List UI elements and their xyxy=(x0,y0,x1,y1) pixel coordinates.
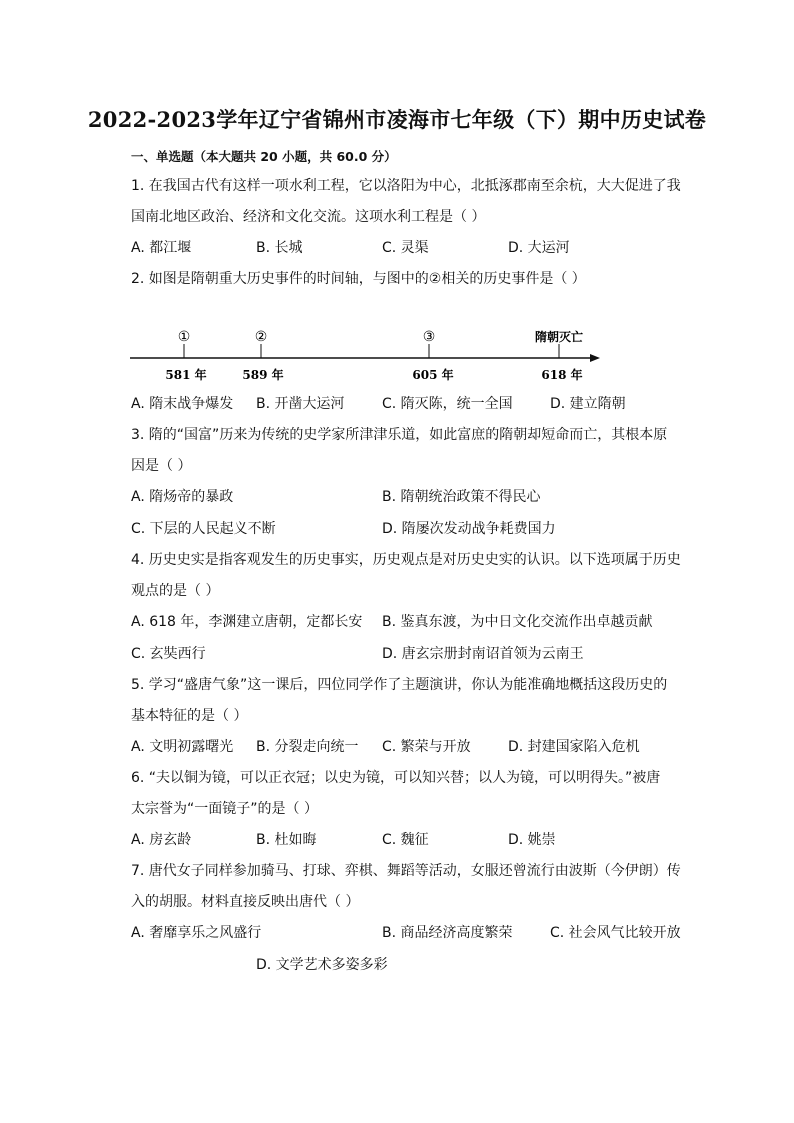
q4-option-b: B. 鉴真东渡，为中日文化交流作出卓越贡献 xyxy=(382,614,653,630)
question-3-line-1: 3. 隋的“国富”历来为传统的史学家所津津乐道，如此富庶的隋朝却短命而亡，其根本原 xyxy=(131,427,668,443)
q6-option-d: D. 姚崇 xyxy=(508,832,556,848)
q5-option-d: D. 封建国家陷入危机 xyxy=(508,739,640,755)
timeline-year-2: 589 年 xyxy=(242,368,284,382)
q3-option-a: A. 隋炀帝的暴政 xyxy=(131,489,234,505)
timeline-year-4: 618 年 xyxy=(541,368,583,382)
q4-option-c: C. 玄奘西行 xyxy=(131,646,206,662)
question-3-line-2: 因是（ ） xyxy=(131,458,192,474)
timeline-marker-2: ② xyxy=(254,329,268,345)
q6-option-a: A. 房玄龄 xyxy=(131,832,192,848)
question-7-line-1: 7. 唐代女子同样参加骑马、打球、弈棋、舞蹈等活动，女服还曾流行由波斯（今伊朗）传 xyxy=(131,863,681,879)
question-6-line-1: 6. “夫以铜为镜，可以正衣冠；以史为镜，可以知兴替；以人为镜，可以明得失。”被唐 xyxy=(131,770,661,786)
timeline-arrow-icon xyxy=(590,354,600,362)
q1-option-d: D. 大运河 xyxy=(508,240,570,256)
sui-timeline xyxy=(128,326,608,386)
question-1-line-1: 1. 在我国古代有这样一项水利工程，它以洛阳为中心，北抵涿郡南至余杭，大大促进了我 xyxy=(131,178,681,194)
q6-option-b: B. 杜如晦 xyxy=(256,832,317,848)
q4-option-a: A. 618 年，李渊建立唐朝，定都长安 xyxy=(131,614,363,630)
question-1-line-2: 国南北地区政治、经济和文化交流。这项水利工程是（ ） xyxy=(131,209,486,225)
q3-option-c: C. 下层的人民起义不断 xyxy=(131,521,276,537)
timeline-marker-3: ③ xyxy=(422,329,436,345)
question-5-line-2: 基本特征的是（ ） xyxy=(131,708,248,724)
q3-option-d: D. 隋屡次发动战争耗费国力 xyxy=(382,521,556,537)
q7-option-b: B. 商品经济高度繁荣 xyxy=(382,925,513,941)
question-6-line-2: 太宗誉为“一面镜子”的是（ ） xyxy=(131,801,318,817)
q7-option-d: D. 文学艺术多姿多彩 xyxy=(256,957,388,973)
question-4-line-1: 4. 历史史实是指客观发生的历史事实，历史观点是对历史史实的认识。以下选项属于历史 xyxy=(131,552,681,568)
question-4-line-2: 观点的是（ ） xyxy=(131,583,220,599)
q4-option-d: D. 唐玄宗册封南诏首领为云南王 xyxy=(382,646,584,662)
q7-option-c: C. 社会风气比较开放 xyxy=(550,925,681,941)
timeline-marker-1: ① xyxy=(177,329,191,345)
q2-option-d: D. 建立隋朝 xyxy=(550,396,626,412)
q1-option-b: B. 长城 xyxy=(256,240,303,256)
section-heading: 一、单选题（本大题共 20 小题，共 60.0 分） xyxy=(131,149,397,164)
question-7-line-2: 入的胡服。材料直接反映出唐代（ ） xyxy=(131,894,360,910)
q2-option-c: C. 隋灭陈，统一全国 xyxy=(382,396,513,412)
q1-option-c: C. 灵渠 xyxy=(382,240,429,256)
q1-option-a: A. 都江堰 xyxy=(131,240,192,256)
q7-option-a: A. 奢靡享乐之风盛行 xyxy=(131,925,262,941)
question-5-line-1: 5. 学习“盛唐气象”这一课后，四位同学作了主题演讲，你认为能准确地概括这段历史的 xyxy=(131,677,668,693)
exam-title: 2022-2023学年辽宁省锦州市凌海市七年级（下）期中历史试卷 xyxy=(87,107,707,132)
q3-option-b: B. 隋朝统治政策不得民心 xyxy=(382,489,541,505)
q5-option-b: B. 分裂走向统一 xyxy=(256,739,359,755)
timeline-year-1: 581 年 xyxy=(165,368,207,382)
timeline-year-3: 605 年 xyxy=(412,368,454,382)
q2-option-b: B. 开凿大运河 xyxy=(256,396,345,412)
question-2-line-1: 2. 如图是隋朝重大历史事件的时间轴，与图中的②相关的历史事件是（ ） xyxy=(131,271,586,287)
q5-option-c: C. 繁荣与开放 xyxy=(382,739,471,755)
q6-option-c: C. 魏征 xyxy=(382,832,429,848)
timeline-marker-4: 隋朝灭亡 xyxy=(534,330,584,344)
q2-option-a: A. 隋末战争爆发 xyxy=(131,396,234,412)
q5-option-a: A. 文明初露曙光 xyxy=(131,739,234,755)
